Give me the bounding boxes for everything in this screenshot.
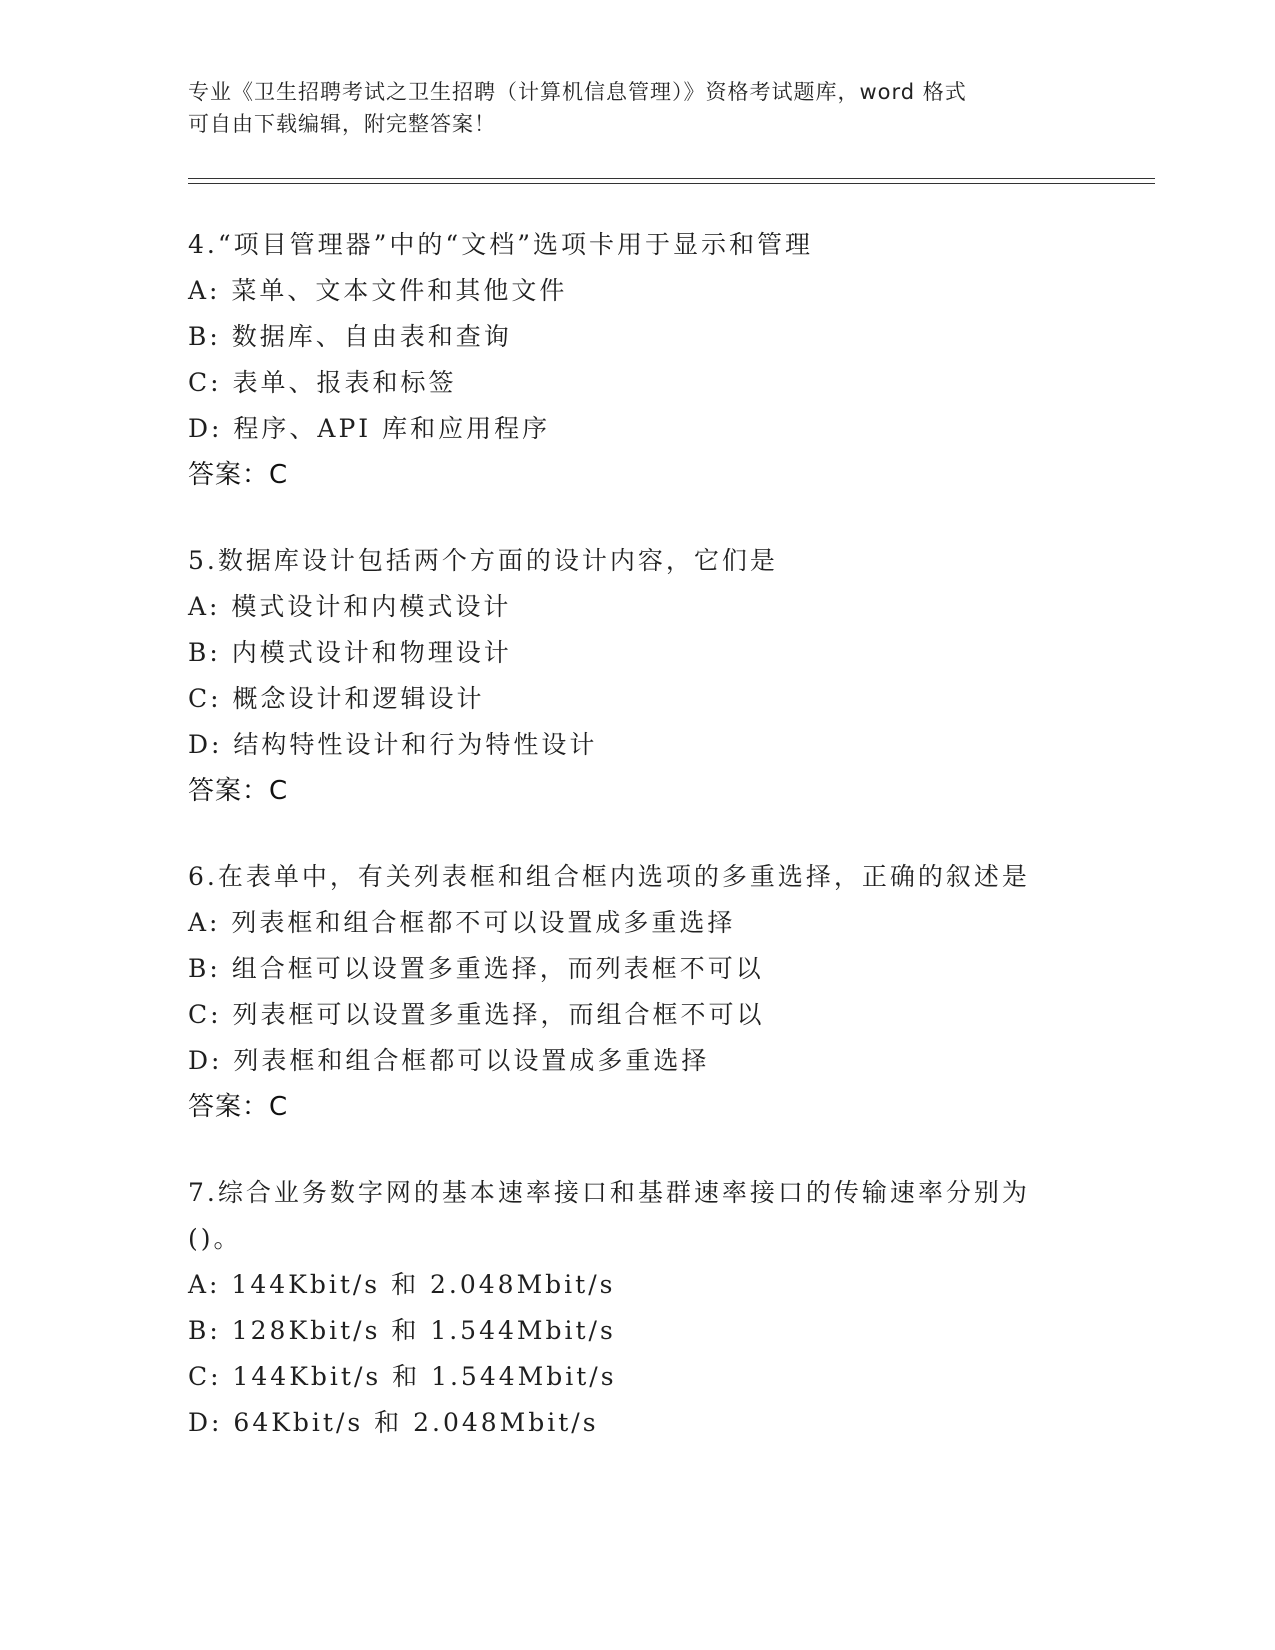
answer-label: 答案：C [188, 776, 289, 806]
option-a: A: 列表框和组合框都不可以设置成多重选择 [188, 908, 736, 937]
question-stem-continued: ()。 [188, 1224, 242, 1253]
header-divider-top [188, 178, 1155, 179]
option-b: B: 128Kbit/s 和 1.544Mbit/s [188, 1316, 616, 1345]
option-d: D: 程序、API 库和应用程序 [188, 414, 551, 443]
option-c: C: 144Kbit/s 和 1.544Mbit/s [188, 1362, 617, 1391]
answer-label: 答案：C [188, 1092, 289, 1122]
question-4 [188, 222, 1088, 498]
option-a: A: 模式设计和内模式设计 [188, 592, 512, 621]
header-divider-bottom [188, 183, 1155, 184]
option-b: B: 组合框可以设置多重选择，而列表框不可以 [188, 954, 764, 983]
question-stem: 4.“项目管理器”中的“文档”选项卡用于显示和管理 [188, 230, 813, 259]
header-line-2: 可自由下载编辑，附完整答案！ [188, 112, 496, 136]
header-line-1: 专业《卫生招聘考试之卫生招聘（计算机信息管理）》资格考试题库，word 格式 [188, 80, 967, 104]
option-d: D: 64Kbit/s 和 2.048Mbit/s [188, 1408, 599, 1437]
option-d: D: 结构特性设计和行为特性设计 [188, 730, 598, 759]
answer-label: 答案：C [188, 460, 289, 490]
option-d: D: 列表框和组合框都可以设置成多重选择 [188, 1046, 710, 1075]
option-a: A: 144Kbit/s 和 2.048Mbit/s [188, 1270, 616, 1299]
question-stem: 7.综合业务数字网的基本速率接口和基群速率接口的传输速率分别为 [188, 1178, 1030, 1207]
question-5 [188, 538, 1088, 814]
option-c: C: 概念设计和逻辑设计 [188, 684, 485, 713]
option-c: C: 列表框可以设置多重选择，而组合框不可以 [188, 1000, 765, 1029]
question-stem: 5.数据库设计包括两个方面的设计内容，它们是 [188, 546, 778, 575]
option-a: A: 菜单、文本文件和其他文件 [188, 276, 568, 305]
question-7 [188, 1170, 1088, 1446]
question-stem: 6.在表单中，有关列表框和组合框内选项的多重选择，正确的叙述是 [188, 862, 1030, 891]
option-b: B: 数据库、自由表和查询 [188, 322, 512, 351]
option-b: B: 内模式设计和物理设计 [188, 638, 512, 667]
question-6 [188, 854, 1088, 1130]
document-header [188, 76, 1068, 140]
option-c: C: 表单、报表和标签 [188, 368, 457, 397]
